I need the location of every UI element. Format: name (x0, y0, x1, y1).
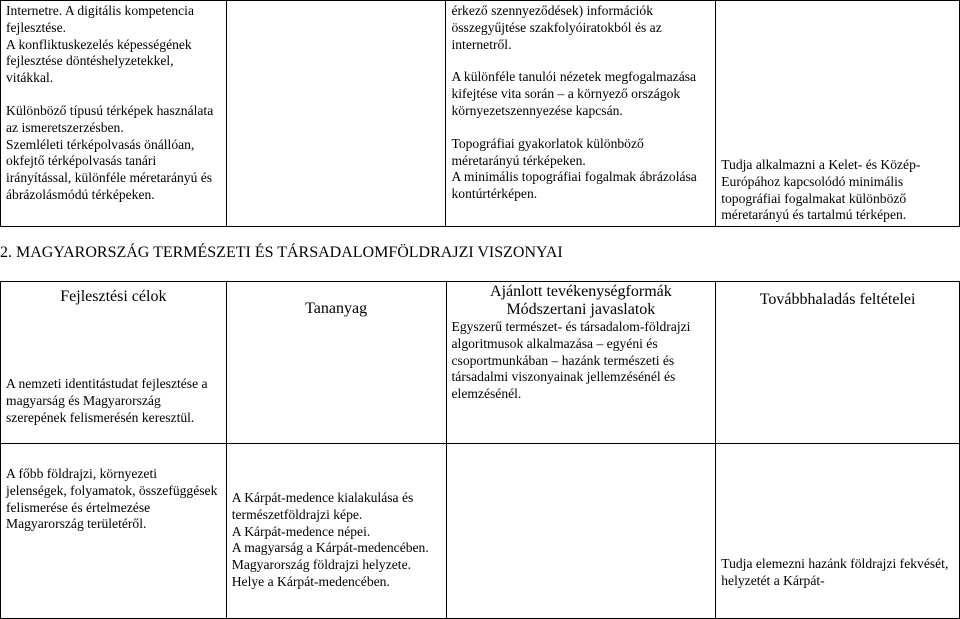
goal-text: A konfliktuskezelés képességének fejlesztése döntéshelyzetekkel, vitákkal. (6, 36, 192, 86)
table-row (1, 444, 960, 619)
cell-development-goals (1, 444, 227, 619)
cell-curriculum-empty (226, 1, 446, 227)
condition-text: Tudja alkalmazni a Kelet- és Közép-Európához kapcsolódó minimális topográfiai fogalmakat különböző méretarányú és tartalmú térképen. (721, 157, 921, 223)
cell-progression-conditions (716, 1, 960, 227)
cell-activities (446, 282, 716, 444)
cell-curriculum (226, 444, 446, 619)
activity-text: Topográfiai gyakorlatok különböző méretarányú térképeken. (451, 135, 644, 168)
goal-text: Szemléleti térképolvasás önállóan, okfejtő térképolvasás tanári irányítással, különféle méretarányú és ábrázolásmódú térképeken. (6, 136, 213, 202)
table-row (1, 282, 960, 444)
table-row (1, 1, 960, 227)
activity-text: érkező szennyeződések) információk összegyűjtése szakfolyóiratokból és az internetről. (451, 3, 662, 52)
activity-text: A különféle tanulói nézetek megfogalmazása kifejtése vita során – a környező országok környezetszennyezése kapcsán. (451, 69, 697, 118)
goal-text: A nemzeti identitástudat fejlesztése a magyarság és Magyarország szerepének felismerésén keresztül. (6, 376, 208, 425)
activity-text: A minimális topográfiai fogalmak ábrázolása kontúrtérképen. (451, 169, 697, 202)
header-progression-conditions: Továbbhaladás feltételei (759, 291, 916, 308)
curriculum-item: A Kárpát-medence kialakulása és természetföldrajzi képe. (231, 490, 414, 522)
header-method-suggestions: Módszertani javaslatok (506, 301, 656, 318)
cell-curriculum (226, 282, 446, 444)
cell-activities (446, 1, 716, 227)
goal-text: A főbb földrajzi, környezeti jelenségek, folyamatok, összefüggések felismerése és értelmezése Magyarország területéről. (6, 466, 218, 532)
header-curriculum: Tananyag (305, 300, 368, 317)
curriculum-item: A Kárpát-medence népei. (231, 523, 371, 539)
curriculum-item: Helye a Kárpát-medencében. (231, 573, 390, 589)
goal-text: Különböző típusú térképek használata az ismeretszerzésben. (6, 102, 214, 135)
cell-progression-conditions (716, 444, 960, 619)
condition-text: Tudja elemezni hazánk földrajzi fekvését, helyzetét a Kárpát- (721, 556, 949, 588)
table-section-2 (0, 281, 960, 619)
table-continued (0, 0, 960, 227)
cell-development-goals (1, 1, 227, 227)
header-recommended-activities: Ajánlott tevékenységformák (490, 283, 672, 300)
section-title: 2. MAGYARORSZÁG TERMÉSZETI ÉS TÁRSADALOMFÖLDRAJZI VISZONYAI (0, 244, 563, 261)
cell-progression-conditions (716, 282, 960, 444)
cell-activities-empty (446, 444, 716, 619)
header-development-goals: Fejlesztési célok (60, 288, 167, 305)
cell-development-goals (1, 282, 227, 444)
goal-text: Internetre. A digitális kompetencia fejlesztése. (6, 3, 194, 35)
activity-text: Egyszerű természet- és társadalom-földrajzi algoritmusok alkalmazása – egyéni és csoportmunkában – hazánk természeti és társadalmi viszonyainak jellemzésénél és elemzésénél. (451, 319, 691, 402)
curriculum-item: A magyarság a Kárpát-medencében. (231, 540, 429, 556)
curriculum-item: Magyarország földrajzi helyzete. (231, 557, 412, 573)
